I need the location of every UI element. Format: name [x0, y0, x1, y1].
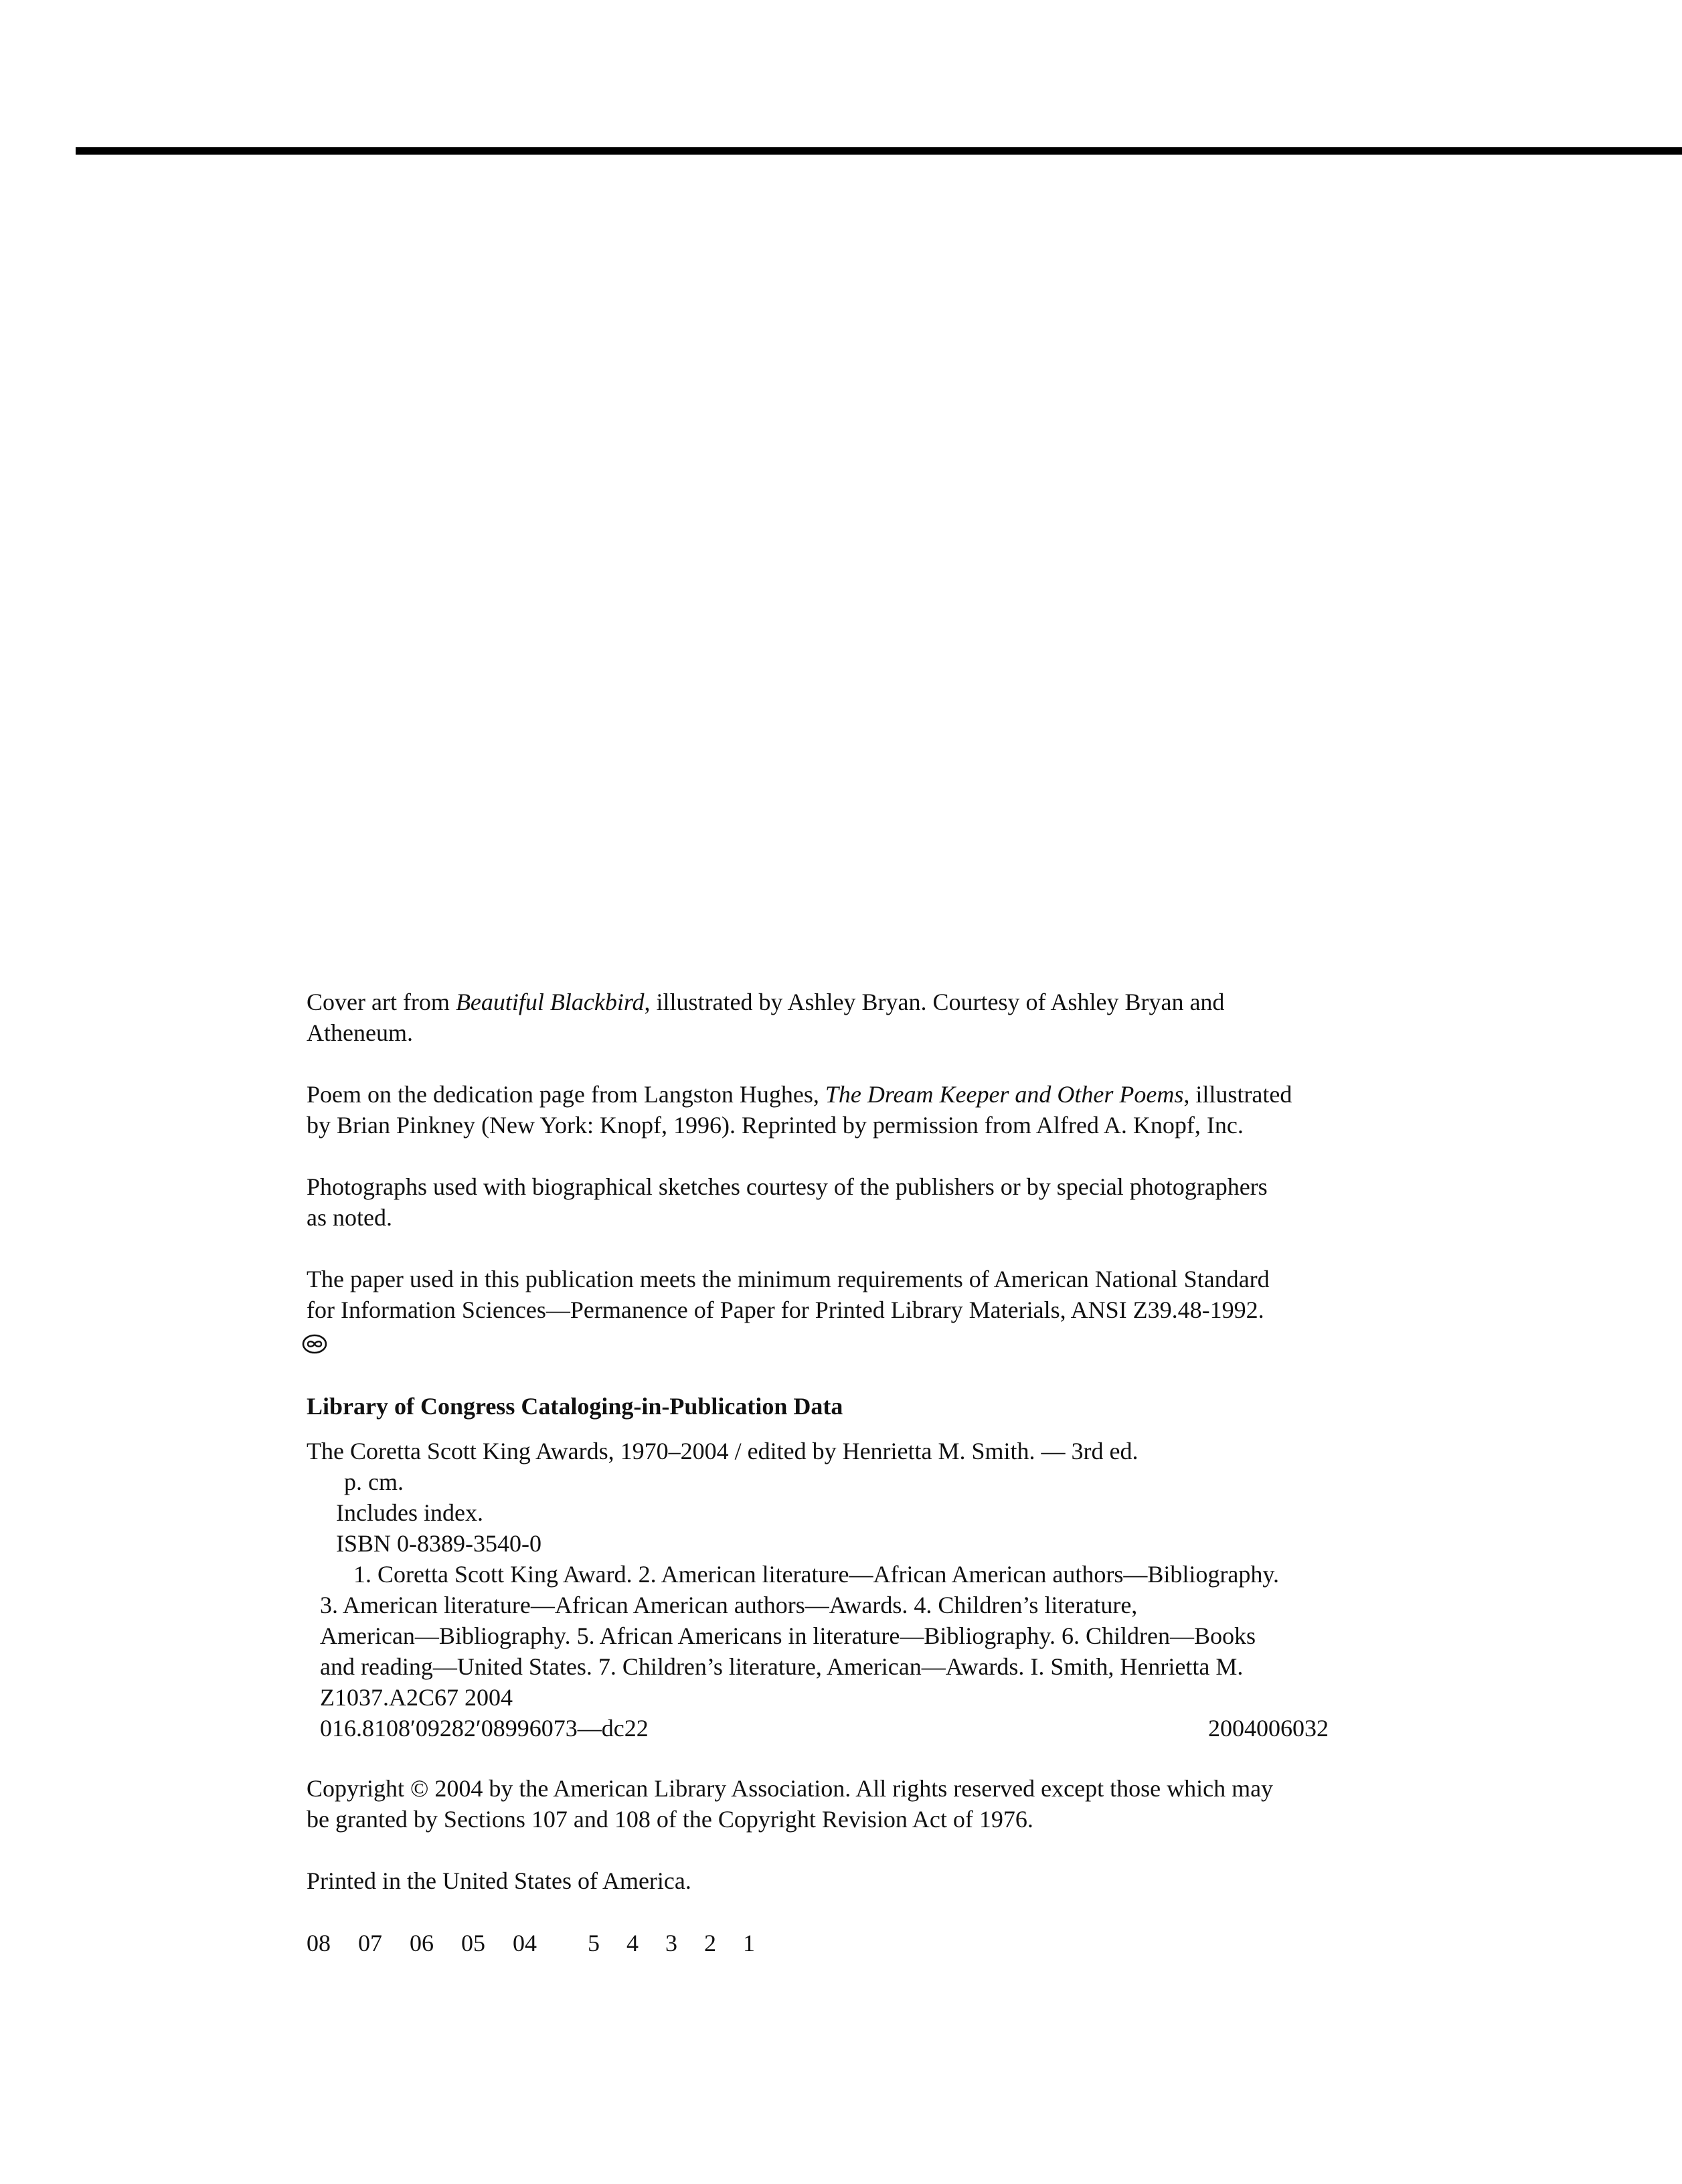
- cip-heading: Library of Congress Cataloging-in-Publication Data: [307, 1393, 843, 1420]
- printing-impression: 5: [588, 1930, 600, 1956]
- printing-year: 04: [513, 1930, 537, 1956]
- printing-line: [307, 1928, 1377, 1958]
- cip-dewey: 016.8108′09282′08996073—dc22: [320, 1715, 649, 1742]
- photographs-credit-line2: as noted.: [307, 1204, 392, 1231]
- cover-art-credit: [307, 987, 1377, 1048]
- printing-year: 08: [307, 1930, 331, 1956]
- cip-includes-index: Includes index.: [336, 1499, 483, 1526]
- poem-book-title: The Dream Keeper and Other Poems: [825, 1081, 1184, 1108]
- printing-year: 05: [461, 1930, 485, 1956]
- top-rule: [76, 147, 1682, 155]
- paper-statement: [307, 1264, 1377, 1325]
- printed-in: Printed in the United States of America.: [307, 1867, 691, 1894]
- cover-art-credit-line1: Cover art from Beautiful Blackbird, illustrated by Ashley Bryan. Courtesy of Ashley Bryan and: [307, 989, 1225, 1015]
- permanent-paper-infinity-icon: [301, 1333, 328, 1355]
- printing-impression: 1: [743, 1930, 755, 1956]
- copyright-line2: be granted by Sections 107 and 108 of the Copyright Revision Act of 1976.: [307, 1806, 1033, 1833]
- cip-pagination: p. cm.: [344, 1468, 404, 1495]
- paper-statement-line2: for Information Sciences—Permanence of Paper for Printed Library Materials, ANSI Z39.48-1992.: [307, 1296, 1264, 1323]
- printing-year: 07: [358, 1930, 382, 1956]
- poem-credit-line1: Poem on the dedication page from Langston Hughes, The Dream Keeper and Other Poems, illustrated: [307, 1081, 1292, 1108]
- copyright-line1: Copyright © 2004 by the American Library Association. All rights reserved except those which may: [307, 1775, 1274, 1802]
- cip-subject-line: American—Bibliography. 5. African Americans in literature—Bibliography. 6. Children—Books: [320, 1622, 1256, 1649]
- cip-subject-line: and reading—United States. 7. Children’s literature, American—Awards. I. Smith, Henrietta M.: [320, 1653, 1244, 1680]
- poem-credit: [307, 1079, 1377, 1141]
- photographs-credit-line1: Photographs used with biographical sketches courtesy of the publishers or by special photographers: [307, 1173, 1268, 1200]
- paper-statement-line1: The paper used in this publication meets the minimum requirements of American National Standard: [307, 1266, 1270, 1292]
- cover-art-book-title: Beautiful Blackbird: [455, 989, 645, 1015]
- cip-isbn: ISBN 0-8389-3540-0: [336, 1530, 541, 1557]
- cover-art-credit-line2: Atheneum.: [307, 1019, 413, 1046]
- cip-subject-line: 3. American literature—African American authors—Awards. 4. Children’s literature,: [320, 1592, 1138, 1618]
- cip-record: [307, 1436, 1377, 1744]
- photographs-credit: [307, 1171, 1377, 1233]
- cip-title-line: The Coretta Scott King Awards, 1970–2004 / edited by Henrietta M. Smith. — 3rd ed.: [307, 1438, 1139, 1464]
- printing-impression: 2: [704, 1930, 716, 1956]
- printing-year: 06: [410, 1930, 434, 1956]
- printing-impression: 3: [665, 1930, 677, 1956]
- cip-subject-line: 1. Coretta Scott King Award. 2. American literature—African American authors—Bibliography.: [353, 1561, 1279, 1588]
- printing-impression: 4: [626, 1930, 639, 1956]
- cip-lc-class: Z1037.A2C67 2004: [320, 1684, 513, 1711]
- copyright-notice: [307, 1773, 1377, 1835]
- poem-credit-line2: by Brian Pinkney (New York: Knopf, 1996). Reprinted by permission from Alfred A. Knopf, Inc.: [307, 1112, 1244, 1139]
- cip-lccn: 2004006032: [1208, 1715, 1329, 1742]
- cip-call-number-row: [307, 1713, 1377, 1744]
